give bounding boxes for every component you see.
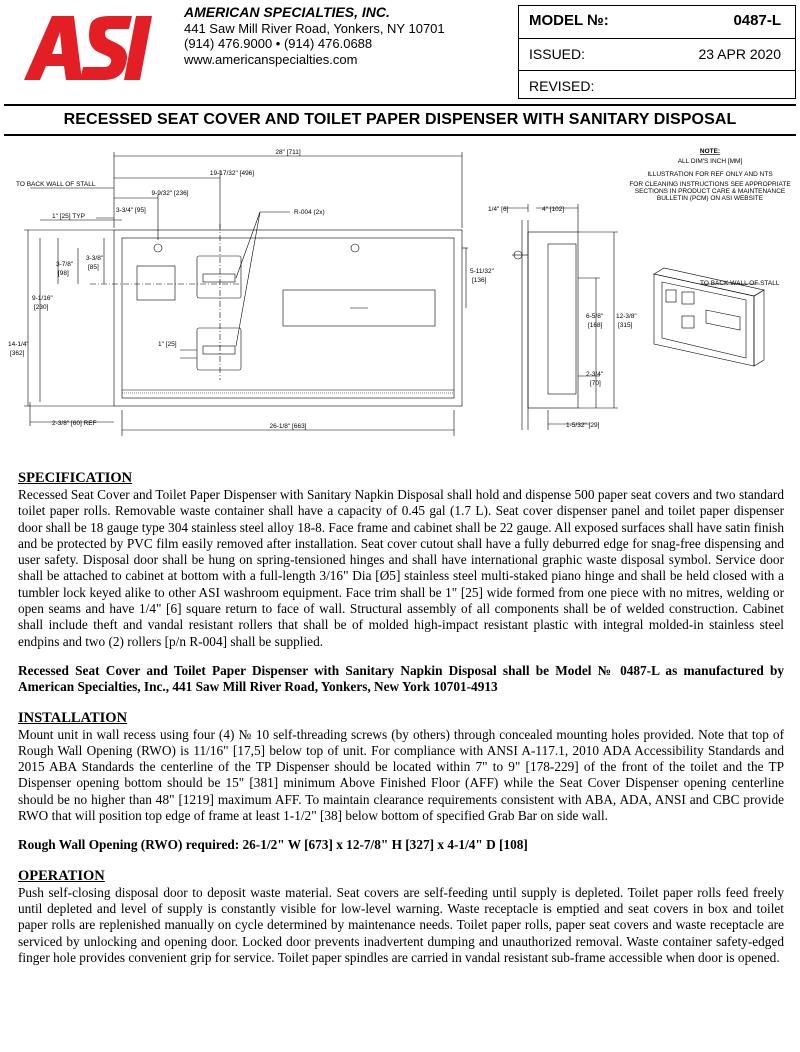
company-phone: (914) 476.9000 • (914) 476.0688 <box>184 36 373 51</box>
dim-label: TO BACK WALL OF STALL <box>700 280 780 287</box>
issued-row <box>519 38 795 71</box>
lock-icon <box>154 244 162 252</box>
dim-label: 3-7/8" <box>56 261 74 268</box>
header <box>0 0 800 104</box>
dim-label: 1" [25] <box>158 341 177 348</box>
dim-label: 2-3/8" [60] REF <box>52 420 97 427</box>
installation-text: Mount unit in wall recess using four (4) № 10 self-threading screws (by others) through concealed mounting holes provided. Note that top of Rough Wall Opening (RWO) is 11/16" [17,5] below top of unit. For compliance with ANSI A-117.1, 2010 ADA Accessibility Standards and 2015 ABA Standards the centerline of the TP Dispenser should be located within 7" to 9" [178-229] of the front of the toilet and the TP Dispenser opening bottom should be 15" [381] minimum Above Finished Floor (AFF) while the Seat Cover Dispenser opening centerline should be no higher than 48" [1219] maximum AFF. To maintain clearance requirements consistent with ABA, ADA, ANSI and CBC provide RWO that will position top edge of frame at least 1-1/2" [38] below bottom of specified Grab Bar on side wall. <box>18 726 784 824</box>
lock-icon <box>351 244 359 252</box>
specification-heading: SPECIFICATION <box>18 470 133 486</box>
note-line: FOR CLEANING INSTRUCTIONS SEE APPROPRIATE <box>629 181 791 188</box>
dim-label: 5-11/32" <box>470 268 494 275</box>
logo-text: ASI <box>22 12 24 13</box>
dim-label: [98] <box>58 270 69 277</box>
dim-label: 19-17/32" [496] <box>209 170 255 177</box>
side-view <box>528 232 578 408</box>
technical-drawing <box>0 140 800 465</box>
dim-label: 1-5/32" [29] <box>566 422 600 429</box>
dim-label: [315] <box>618 322 633 329</box>
model-statement: Recessed Seat Cover and Toilet Paper Dispenser with Sanitary Napkin Disposal shall be Model № 0487-L as manufactured by American Specialties, Inc., 441 Saw Mill River Road, Yonkers, New York 10701-4913 <box>18 662 784 695</box>
issued-label: ISSUED: <box>529 46 586 62</box>
dim-label: [230] <box>34 304 49 311</box>
rwo-statement: Rough Wall Opening (RWO) required: 26-1/2" W [673] x 12-7/8" H [327] x 4-1/4" D [108] <box>18 837 528 853</box>
installation-heading: INSTALLATION <box>18 709 128 726</box>
note-line: ILLUSTRATION FOR REF ONLY AND NTS <box>647 171 773 178</box>
note-title: NOTE: <box>699 148 721 155</box>
dim-label: 9-1/16" <box>32 295 53 302</box>
dim-label: 9-9/32" [236] <box>151 190 189 197</box>
body-text <box>18 470 784 966</box>
dim-label: 3-3/4" [95] <box>116 207 146 214</box>
dim-label: [136] <box>472 277 487 284</box>
dim-label: [70] <box>590 380 601 387</box>
toilet-paper-door <box>197 256 241 298</box>
dim-label: 2-3/4" <box>586 371 604 378</box>
company-info <box>184 5 445 67</box>
toilet-paper-door <box>197 328 241 370</box>
dim-label: 1/4" [6] <box>488 206 509 213</box>
seat-cover-cutout <box>137 266 175 300</box>
model-label: MODEL №: <box>529 12 609 29</box>
isometric-view <box>654 274 754 366</box>
issued-value: 23 APR 2020 <box>698 46 781 62</box>
dim-label: TO BACK WALL OF STALL <box>16 181 96 188</box>
model-row <box>519 6 795 39</box>
model-info-box <box>518 5 796 99</box>
operation-heading: OPERATION <box>18 867 105 884</box>
specification-text: Recessed Seat Cover and Toilet Paper Dispenser with Sanitary Napkin Disposal shall hold and dispense 500 paper seat covers and two standard toilet paper rolls. Removable waste container shall have a capacity of 0.45 gal (1.7 L). Seat cover dispenser panel and toilet paper dispenser door shall be 18 gauge type 304 stainless steel alloy 18-8. Face frame and cabinet shall be 22 gauge. All exposed surfaces shall have satin finish and be protected by PVC film easily removed after installation. Seat cover cutout shall have a fully deburred edge for snag-free dispensing and user safety. Disposal door shall be hung on spring-tensioned hinges and shall have international graphic waste disposal symbol. Service door shall be attached to cabinet at bottom with a full-length 3/16" Dia [Ø5] stainless steel multi-staked piano hinge and shall be held closed with a tumbler lock keyed alike to other ASI washroom equipment. Face trim shall be 1" [25] wide formed from one piece with no mitres, welding or open seams and have 1/4" [6] square return to face of wall. Structural assembly of all components shall be of welded construction. Cabinet shall include theft and vandal resistant rollers that shall be of molded high-impact resistant plastic with integral molded-in stainless steel endpins and two (2) rollers [p/n R-004] shall be supplied. <box>18 487 784 649</box>
asi-logo <box>22 12 172 82</box>
front-view-frame <box>114 230 462 406</box>
company-address: 441 Saw Mill River Road, Yonkers, NY 10701 <box>184 20 445 36</box>
company-website[interactable]: www.americanspecialties.com <box>184 51 358 67</box>
dim-label: [168] <box>588 322 603 329</box>
note-line: BULLETIN (PCM) ON ASI WEBSITE <box>656 195 764 202</box>
dim-label: 14-1/4" <box>8 341 29 348</box>
note-line: SECTIONS IN PRODUCT CARE & MAINTENANCE <box>634 188 786 195</box>
dim-label: 6-5/8" <box>586 313 604 320</box>
dim-label: 3-3/8" <box>86 255 104 262</box>
model-value: 0487-L <box>733 12 781 29</box>
note-line: ALL DIM'S INCH [MM] <box>677 158 743 165</box>
dim-label: 28" [711] <box>275 149 301 156</box>
dim-label: [85] <box>88 264 99 271</box>
dim-label: R-004 (2x) <box>294 209 325 216</box>
dim-label: 26-1/8" [663] <box>269 423 307 430</box>
company-name: AMERICAN SPECIALTIES, INC. <box>184 4 390 20</box>
revised-row <box>519 70 795 100</box>
dim-label: [362] <box>10 350 25 357</box>
operation-text: Push self-closing disposal door to deposit waste material. Seat covers are self-feeding until supply is depleted. Toilet paper rolls feed freely until depleted and level of supply is constantly visible for low-level warning. Waste receptacle is emptied and seat covers in box and toilet paper rolls are replenished manually on cycle determined by maintenance needs. Toilet paper rolls, paper seat covers and waste receptacle are serviced by unlocking and opening door. Locked door prevents inadvertent dumping and unauthorized removal. Waste container safety-edged finger hole provides convenient grip for service. Toilet paper spindles are carried in vandal resistant sub-frame accessible when door is opened. <box>18 884 784 965</box>
revised-label: REVISED: <box>529 78 595 94</box>
document-title: RECESSED SEAT COVER AND TOILET PAPER DISPENSER WITH SANITARY DISPOSAL <box>4 104 796 136</box>
dim-label: 12-3/8" <box>616 313 637 320</box>
dim-label: 4" [102] <box>542 206 565 213</box>
dim-label: 1" [25] TYP <box>52 213 85 220</box>
